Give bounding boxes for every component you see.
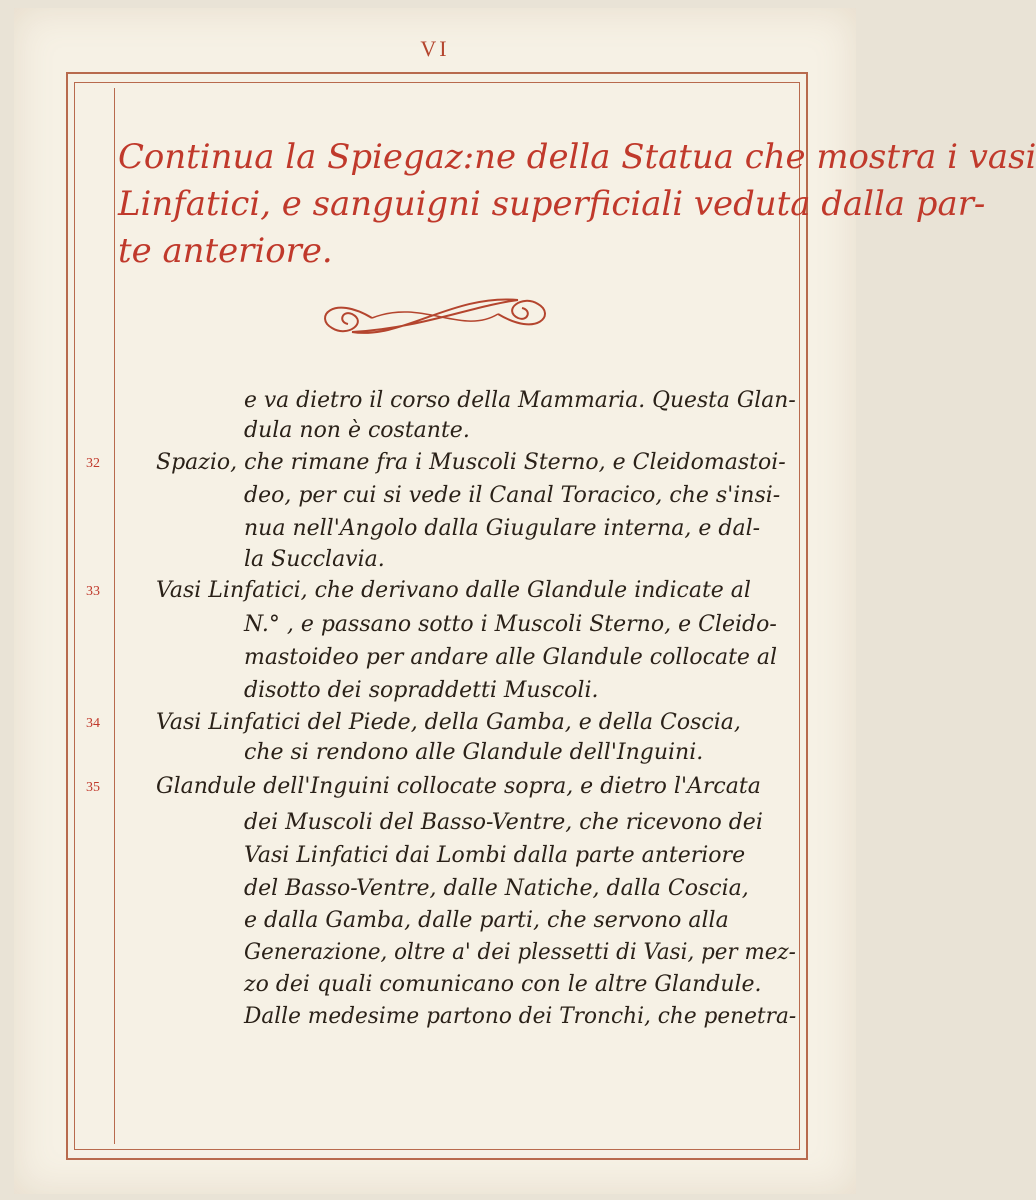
body-line: che si rendono alle Glandule dell'Inguini. bbox=[244, 740, 704, 765]
body-line: Vasi Linfatici del Piede, della Gamba, e della Coscia, bbox=[156, 710, 741, 735]
margin-number: 35 bbox=[86, 780, 100, 795]
body-line: Vasi Linfatici, che derivano dalle Glandule indicate al bbox=[156, 578, 751, 603]
margin-number: 33 bbox=[86, 584, 100, 599]
margin-rule bbox=[114, 88, 115, 1144]
page-title bbox=[118, 134, 1036, 275]
body-line: Dalle medesime partono dei Tronchi, che penetra- bbox=[244, 1004, 797, 1029]
body-line: e va dietro il corso della Mammaria. Questa Glan- bbox=[244, 388, 796, 413]
body-line: mastoideo per andare alle Glandule collocate al bbox=[244, 645, 778, 670]
body-line: N.° , e passano sotto i Muscoli Sterno, e Cleido- bbox=[244, 612, 777, 637]
body-line: del Basso-Ventre, dalle Natiche, dalla Coscia, bbox=[244, 876, 749, 901]
body-line: Glandule dell'Inguini collocate sopra, e dietro l'Arcata bbox=[156, 774, 761, 799]
title-line: Linfatici, e sanguigni superficiali veduta dalla par- bbox=[118, 184, 986, 224]
page-number: VI bbox=[420, 36, 450, 61]
body-line: la Succlavia. bbox=[244, 547, 385, 572]
body-line: Vasi Linfatici dai Lombi dalla parte anteriore bbox=[244, 843, 746, 868]
margin-number: 32 bbox=[86, 456, 100, 471]
ornamental-flourish bbox=[312, 288, 558, 344]
body-line: Spazio, che rimane fra i Muscoli Sterno, e Cleidomastoi- bbox=[156, 450, 786, 475]
body-line: e dalla Gamba, dalle parti, che servono alla bbox=[244, 908, 729, 933]
body-line: deo, per cui si vede il Canal Toracico, che s'insi- bbox=[244, 483, 781, 508]
body-line: nua nell'Angolo dalla Giugulare interna, e dal- bbox=[244, 516, 761, 541]
body-line: zo dei quali comunicano con le altre Glandule. bbox=[244, 972, 762, 997]
title-line: te anteriore. bbox=[118, 231, 333, 271]
margin-number: 34 bbox=[86, 716, 100, 731]
body-line: disotto dei sopraddetti Muscoli. bbox=[244, 678, 599, 703]
title-line: Continua la Spiegaz:ne della Statua che mostra i vasi bbox=[118, 137, 1036, 177]
body-line: Generazione, oltre a' dei plessetti di Vasi, per mez- bbox=[244, 940, 796, 965]
body-line: dula non è costante. bbox=[244, 418, 470, 443]
body-line: dei Muscoli del Basso-Ventre, che ricevono dei bbox=[244, 810, 763, 835]
